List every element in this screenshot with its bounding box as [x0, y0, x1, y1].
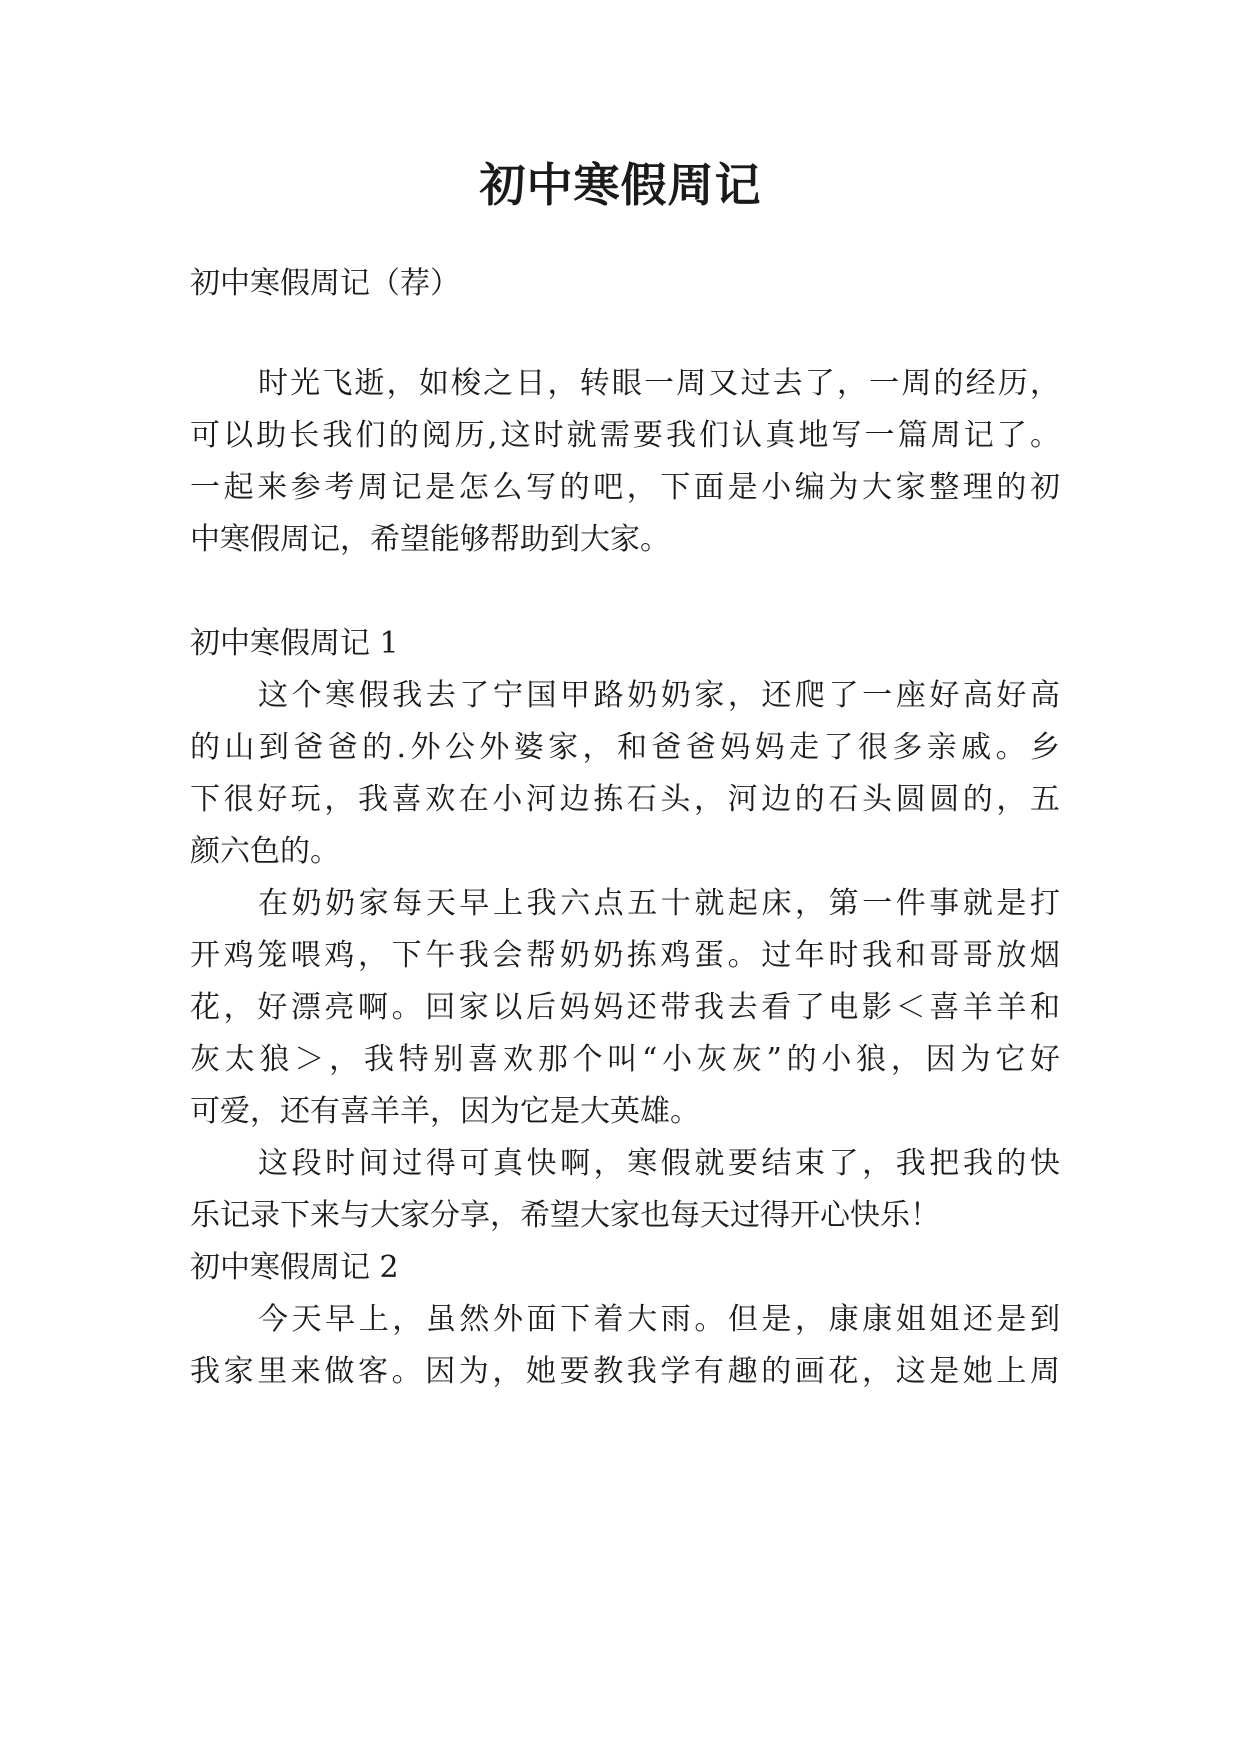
paragraph-line: 我家里来做客。因为，她要教我学有趣的画花，这是她上周 [190, 1354, 1060, 1389]
paragraph-line: 可爱，还有喜羊羊，因为它是大英雄。 [190, 1094, 700, 1129]
intro-line: 可以助长我们的阅历,这时就需要我们认真地写一篇周记了。 [190, 418, 1060, 453]
paragraph-line: 今天早上，虽然外面下着大雨。但是，康康姐姐还是到 [258, 1302, 1060, 1337]
paragraph-line: 的山到爸爸的.外公外婆家，和爸爸妈妈走了很多亲戚。乡 [190, 730, 1060, 765]
intro-line: 中寒假周记，希望能够帮助到大家。 [190, 522, 670, 557]
paragraph-line: 开鸡笼喂鸡，下午我会帮奶奶拣鸡蛋。过年时我和哥哥放烟 [190, 938, 1060, 973]
section-heading: 初中寒假周记 1 [190, 626, 399, 661]
paragraph-line: 灰太狼＞，我特别喜欢那个叫“小灰灰”的小狼，因为它好 [190, 1042, 1060, 1077]
intro-line: 时光飞逝，如梭之日，转眼一周又过去了，一周的经历， [258, 366, 1060, 401]
document-subtitle: 初中寒假周记（荐） [190, 266, 460, 301]
paragraph-line: 这段时间过得可真快啊，寒假就要结束了，我把我的快 [258, 1146, 1060, 1181]
document-title: 初中寒假周记 [479, 158, 762, 212]
paragraph-line: 花，好漂亮啊。回家以后妈妈还带我去看了电影＜喜羊羊和 [190, 990, 1060, 1025]
paragraph-line: 这个寒假我去了宁国甲路奶奶家，还爬了一座好高好高 [258, 678, 1060, 713]
intro-line: 一起来参考周记是怎么写的吧，下面是小编为大家整理的初 [190, 470, 1060, 505]
paragraph-line: 下很好玩，我喜欢在小河边拣石头，河边的石头圆圆的，五 [190, 782, 1060, 817]
paragraph-line: 颜六色的。 [190, 834, 340, 869]
section-heading: 初中寒假周记 2 [190, 1250, 399, 1285]
paragraph-line: 在奶奶家每天早上我六点五十就起床，第一件事就是打 [258, 886, 1060, 921]
paragraph-line: 乐记录下来与大家分享，希望大家也每天过得开心快乐！ [190, 1198, 940, 1233]
